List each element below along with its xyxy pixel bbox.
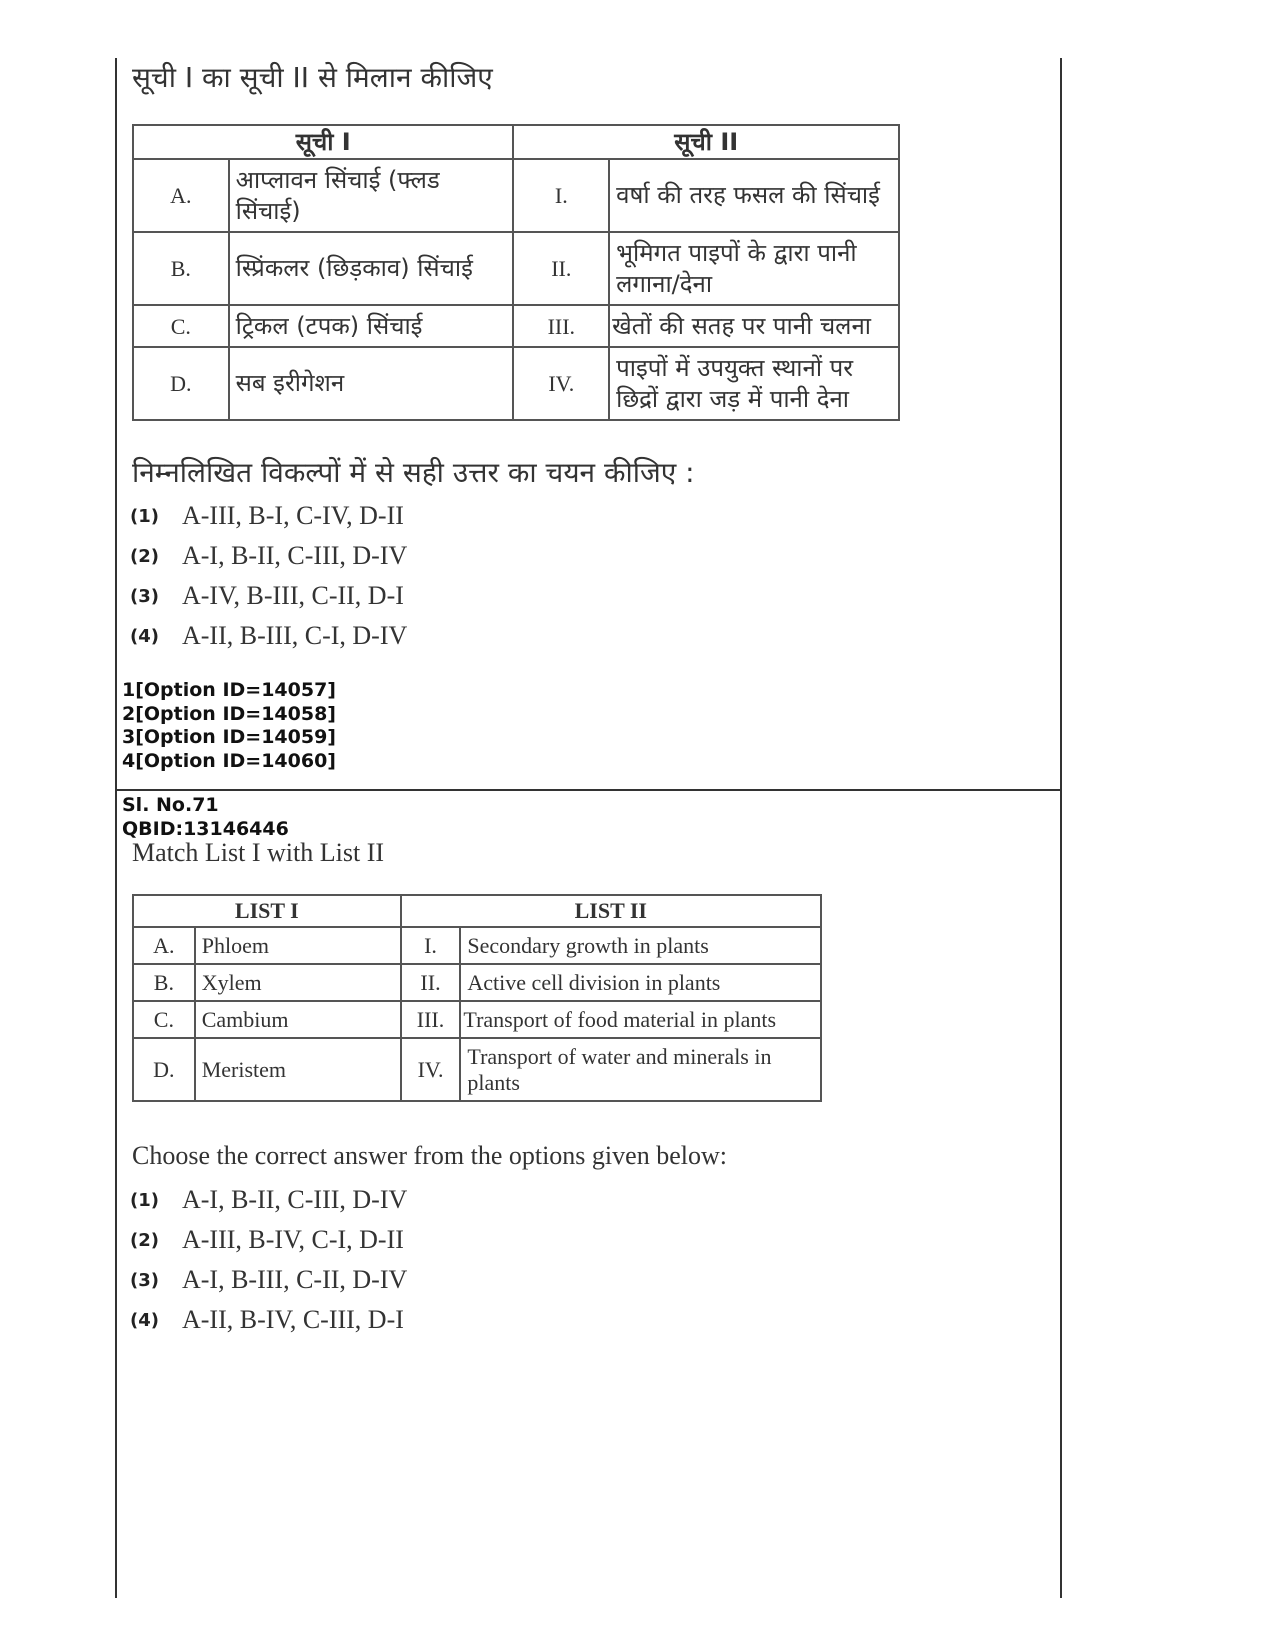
option-id-2: 2[Option ID=14058] [122, 702, 336, 725]
q70-row-i-text: वर्षा की तरह फसल की सिंचाई [609, 159, 899, 232]
q70-options [130, 496, 407, 656]
q71-options [130, 1180, 407, 1340]
q70-row-d-text: सब इरीगेशन [229, 347, 514, 420]
q70-prompt: सूची I का सूची II से मिलान कीजिए [132, 61, 493, 94]
serial-number: Sl. No.71 [122, 794, 219, 816]
q70-list2-header: सूची II [513, 125, 899, 159]
q71-instruction: Choose the correct answer from the options given below: [132, 1141, 727, 1170]
right-border [1060, 58, 1062, 1598]
q70-row-a-text: आप्लावन सिंचाई (फ्लड सिंचाई) [229, 159, 514, 232]
q70-option-3 [130, 576, 407, 616]
option-number: (3) [130, 1269, 159, 1291]
q71-list2-header: LIST II [401, 895, 821, 927]
q71-row-ii-label: II. [401, 964, 461, 1001]
option-text: A-I, B-II, C-III, D-IV [182, 1185, 408, 1214]
q70-row-ii-label: II. [513, 232, 609, 305]
option-number: (3) [130, 585, 159, 607]
q70-row-a-label: A. [133, 159, 229, 232]
q71-option-2 [130, 1220, 407, 1260]
option-text: A-I, B-II, C-III, D-IV [182, 541, 408, 570]
q70-option-1 [130, 496, 407, 536]
option-id-1: 1[Option ID=14057] [122, 679, 336, 701]
q70-row-iv-text: पाइपों में उपयुक्त स्थानों पर छिद्रों द्वारा जड़ में पानी देना [609, 347, 899, 420]
option-number: (4) [130, 1309, 159, 1331]
option-id-4: 4[Option ID=14060] [122, 749, 336, 772]
q70-row-ii-text: भूमिगत पाइपों के द्वारा पानी लगाना/देना [609, 232, 899, 305]
q71-row-c-label: C. [133, 1001, 195, 1038]
option-text: A-II, B-III, C-I, D-IV [182, 621, 408, 650]
q70-row-iii-label: III. [513, 305, 609, 347]
q71-row-b-label: B. [133, 964, 195, 1001]
q71-row-a-label: A. [133, 927, 195, 964]
option-number: (1) [130, 505, 159, 527]
q70-option-2 [130, 536, 407, 576]
q71-row-c-text: Cambium [195, 1001, 401, 1038]
q71-match-table [132, 894, 822, 1102]
option-id-3: 3[Option ID=14059] [122, 726, 336, 748]
qbid: QBID:13146446 [122, 817, 289, 840]
option-text: A-IV, B-III, C-II, D-I [182, 581, 404, 610]
q71-prompt: Match List I with List II [132, 838, 385, 867]
q70-option-4 [130, 616, 407, 656]
q71-row-iv-text: Transport of water and minerals in plants [460, 1038, 821, 1101]
q71-row-b-text: Xylem [195, 964, 401, 1001]
option-number: (4) [130, 625, 159, 647]
q70-row-iv-label: IV. [513, 347, 609, 420]
q71-row-iii-label: III. [401, 1001, 461, 1038]
q71-option-3 [130, 1260, 407, 1300]
q70-instruction: निम्नलिखित विकल्पों में से सही उत्तर का चयन कीजिए : [132, 456, 695, 489]
option-number: (2) [130, 545, 159, 567]
q70-option-ids [122, 679, 336, 773]
option-text: A-III, B-IV, C-I, D-II [182, 1225, 404, 1254]
q70-row-i-label: I. [513, 159, 609, 232]
q71-row-iv-label: IV. [401, 1038, 461, 1101]
q71-row-iii-text: Transport of food material in plants [460, 1001, 821, 1038]
q71-row-d-label: D. [133, 1038, 195, 1101]
option-text: A-III, B-I, C-IV, D-II [182, 501, 404, 530]
option-text: A-I, B-III, C-II, D-IV [182, 1265, 408, 1294]
option-number: (2) [130, 1229, 159, 1251]
q70-row-c-label: C. [133, 305, 229, 347]
q71-option-4 [130, 1300, 407, 1340]
q71-row-a-text: Phloem [195, 927, 401, 964]
q70-list1-header: सूची I [133, 125, 513, 159]
q70-match-table [132, 124, 900, 421]
q71-header [122, 794, 289, 841]
q71-row-i-label: I. [401, 927, 461, 964]
question-divider [115, 789, 1062, 791]
option-text: A-II, B-IV, C-III, D-I [182, 1305, 404, 1334]
q70-row-b-text: स्प्रिंकलर (छिड़काव) सिंचाई [229, 232, 514, 305]
q71-row-ii-text: Active cell division in plants [460, 964, 821, 1001]
q71-row-i-text: Secondary growth in plants [460, 927, 821, 964]
q70-row-d-label: D. [133, 347, 229, 420]
option-number: (1) [130, 1189, 159, 1211]
q71-option-1 [130, 1180, 407, 1220]
q70-row-b-label: B. [133, 232, 229, 305]
q71-list1-header: LIST I [133, 895, 401, 927]
left-border [115, 58, 117, 1598]
q70-row-iii-text: खेतों की सतह पर पानी चलना [609, 305, 899, 347]
q71-row-d-text: Meristem [195, 1038, 401, 1101]
q70-row-c-text: ट्रिकल (टपक) सिंचाई [229, 305, 514, 347]
